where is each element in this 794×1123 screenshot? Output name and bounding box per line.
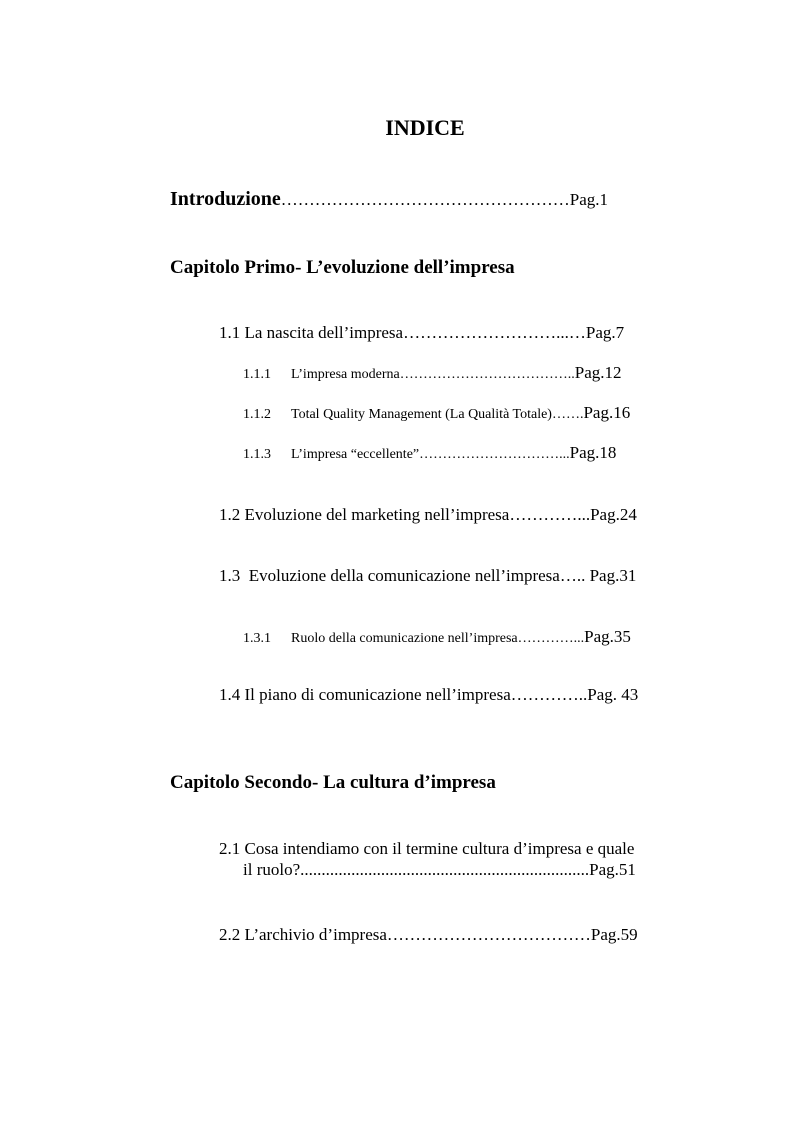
toc-entry-1-1: [219, 324, 624, 341]
toc-entry-text: 1.2 Evoluzione del marketing nell’impresa…………...: [219, 505, 591, 524]
toc-entry-page: Pag.1: [569, 190, 609, 209]
toc-entry-text: 1.4 Il piano di comunicazione nell’impresa…………..: [219, 685, 588, 704]
toc-entry-introduzione: [170, 189, 608, 209]
toc-entry-text: il ruolo?....................................................................: [243, 860, 590, 879]
toc-entry-page: Pag.31: [589, 566, 637, 585]
toc-entry-2-1-line1: 2.1 Cosa intendiamo con il termine cultura d’impresa e quale: [219, 839, 635, 858]
toc-entry-number: 1.1.3: [243, 447, 271, 462]
toc-entry-text: Total Quality Management (La Qualità Totale)…….: [291, 407, 584, 422]
toc-entry-1-2: [219, 506, 637, 523]
toc-entry-text: L’impresa moderna………………………………..: [291, 367, 575, 382]
toc-entry-page: Pag.24: [590, 505, 637, 524]
toc-entry-2-1-line2: [243, 861, 636, 878]
toc-entry-text: 2.2 L’archivio d’impresa………………………………: [219, 925, 591, 944]
toc-entry-page: Pag.59: [590, 925, 638, 944]
toc-entry-number: 1.3.1: [243, 631, 271, 646]
toc-entry-1-1-2: [243, 404, 630, 422]
toc-entry-number: 1.1.1: [243, 367, 271, 382]
page-title: INDICE: [385, 115, 465, 140]
toc-entry-page: Pag.16: [583, 403, 631, 422]
toc-entry-page: Pag. 43: [587, 685, 639, 704]
toc-entry-page: Pag.35: [584, 627, 631, 646]
toc-entry-text: 1.3 Evoluzione della comunicazione nell’impresa…..: [219, 566, 590, 585]
toc-entry-page: Pag.51: [589, 860, 636, 879]
toc-entry-1-3: [219, 567, 636, 584]
toc-entry-1-4: [219, 686, 638, 703]
toc-entry-title: Introduzione: [170, 188, 281, 210]
toc-entry-text: L’impresa “eccellente”…………………………...: [291, 447, 570, 462]
toc-entry-page: Pag.18: [569, 443, 617, 462]
toc-entry-page: Pag.12: [574, 363, 622, 382]
toc-entry-leader: ……………………………………………: [280, 190, 570, 209]
toc-entry-page: Pag.7: [585, 323, 625, 342]
toc-entry-1-1-3: [243, 444, 616, 462]
toc-entry-text: 1.1 La nascita dell’impresa………………………...…: [219, 323, 586, 342]
chapter-heading-1: Capitolo Primo- L’evoluzione dell’impresa: [170, 257, 515, 278]
toc-entry-1-1-1: [243, 364, 621, 382]
chapter-heading-2: Capitolo Secondo- La cultura d’impresa: [170, 772, 496, 793]
toc-entry-text: Ruolo della comunicazione nell’impresa…………...: [291, 631, 585, 646]
toc-entry-1-3-1: [243, 628, 631, 646]
toc-entry-number: 1.1.2: [243, 407, 271, 422]
toc-entry-2-2: [219, 926, 638, 943]
